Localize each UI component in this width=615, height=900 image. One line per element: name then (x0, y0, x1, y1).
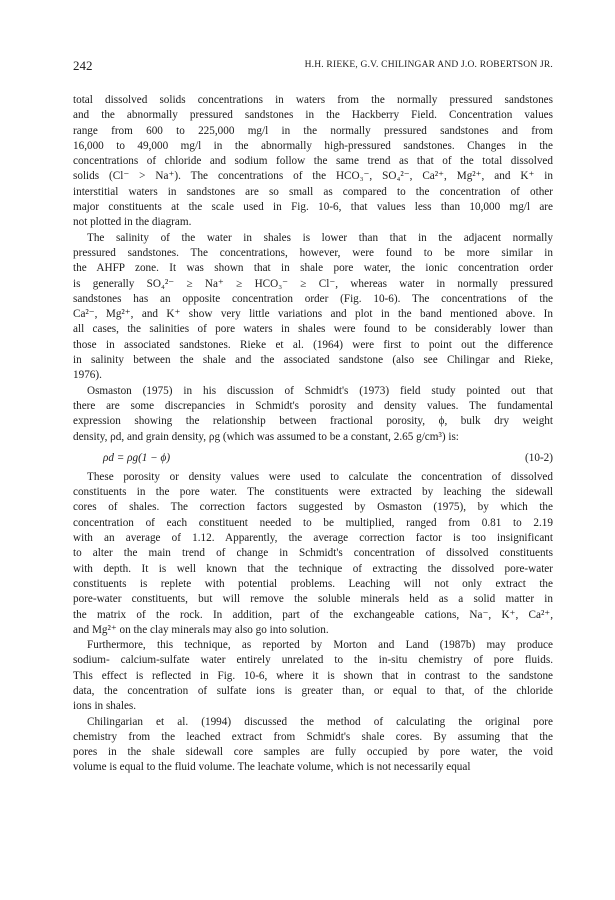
text-line: 1976). (73, 369, 102, 382)
text-line: Osmaston (1975) in his discussion of Schmidt's (1973) field study pointed out that (87, 384, 553, 397)
text-line: and the abnormally pressured sandstones in the Hackberry Field. Concentration values (73, 109, 553, 122)
text-line: is generally SO₄²⁻ ≥ Na⁺ ≥ HCO₃⁻ ≥ Cl⁻, whereas water in normally pressured (73, 277, 553, 290)
text-line: expression showing the relationship between fractional porosity, ϕ, bulk dry weight (73, 415, 553, 428)
text-line: sandstones has an opposite concentration order (Fig. 10-6). The concentrations of the (73, 292, 553, 305)
text-line: density, ρd, and grain density, ρg (which was assumed to be a constant, 2.65 g/cm³) is: (73, 430, 459, 443)
text-line: to alter the main trend of change in Schmidt's concentration of dissolved constituents (73, 547, 553, 560)
text-line: data, the concentration of sulfate ions is greater than, or equal to that, of the chloride (73, 684, 553, 697)
equation-10-2 (73, 447, 553, 469)
equation-number: (10-2) (525, 451, 553, 464)
text-line: solids (Cl⁻ > Na⁺). The concentrations of the HCO₃⁻, SO₄²⁻, Ca²⁺, Mg²⁺, and K⁺ in (73, 170, 553, 183)
text-line: 16,000 to 49,000 mg/l in the abnormally high-pressured sandstones. Changes in the (73, 139, 553, 152)
text-line: in salinity between the shale and the associated sandstone (also see Chilingar and Rieke, (73, 354, 553, 367)
text-line: The salinity of the water in shales is lower than that in the adjacent normally (87, 231, 553, 244)
page-number: 242 (73, 58, 93, 73)
text-line: Furthermore, this technique, as reported by Morton and Land (1987b) may produce (87, 639, 553, 652)
text-line: total dissolved solids concentrations in waters from the normally pressured sandstones (73, 94, 553, 106)
paragraph (73, 470, 553, 638)
text-line: with depth. It is well known that the technique of extracting the dissolved pore-water (73, 562, 553, 575)
running-title: H.H. RIEKE, G.V. CHILINGAR AND J.O. ROBERTSON JR. (304, 60, 553, 70)
text-line: cores of shales. The correction factors suggested by Osmaston (1975), by which the (73, 501, 553, 514)
text-line: the AHFP zone. It was shown that in shale pore water, the ionic concentration order (73, 262, 553, 275)
text-line: These porosity or density values were used to calculate the concentration of dissolved (87, 470, 553, 483)
text-line: concentration of each constituent needed to be multiplied, ranged from 0.81 to 2.19 (73, 516, 553, 529)
text-line: those in associated sandstones. Rieke et al. (1964) were first to point out the difference (73, 338, 553, 351)
text-line: volume is equal to the fluid volume. The leachate volume, which is not necessarily equal (73, 761, 471, 774)
paragraph (73, 638, 553, 714)
text-line: This effect is reflected in Fig. 10-6, where it is shown that in contrast to the sandstone (73, 669, 553, 682)
text-line: the matrix of the rock. In addition, part of the exchangeable cations, Na⁻, K⁺, Ca²⁺, (73, 608, 553, 621)
text-line: chemistry from the leached extract from Schmidt's shale cores. By assuming that the (73, 730, 553, 743)
text-line: pressured sandstones. The concentrations, however, were found to be more similar in (73, 246, 553, 259)
text-line: interstitial waters in sandstones are so small as compared to the concentration of other (73, 185, 553, 198)
text-line: major constituents at the scale used in Fig. 10-6, that values less than 10,000 mg/l are (73, 201, 553, 214)
text-line: sodium- calcium-sulfate water entirely unrelated to the in-situ chemistry of pore fluids. (73, 654, 553, 667)
text-line: constituents is replete with potential problems. Leaching will not only extract the (73, 577, 553, 590)
text-line: all cases, the salinities of pore waters in shales were found to be considerably lower than (73, 323, 553, 336)
body-text (73, 93, 553, 776)
text-line: with an average of 1.12. Apparently, the average correction factor is too insignificant (73, 532, 553, 545)
text-line: and Mg²⁺ on the clay minerals may also go into solution. (73, 623, 329, 636)
running-head (73, 58, 553, 74)
text-line: not plotted in the diagram. (73, 216, 192, 229)
equation-expression: ρd = ρg(1 − ϕ) (103, 451, 171, 464)
text-line: pores in the shale sidewall core samples are fully occupied by pore water, the void (73, 746, 553, 759)
text-line: constituents in the pore water. The constituents were extracted by leaching the sidewall (73, 486, 553, 499)
text-line: concentrations of chloride and sodium follow the same trend as that of the total dissolved (73, 155, 553, 168)
paragraph (73, 715, 553, 776)
text-line: pore-water constituents, but will remove the soluble minerals held as a solid matter in (73, 593, 553, 606)
text-line: ions in shales. (73, 700, 137, 713)
text-line: Chilingarian et al. (1994) discussed the method of calculating the original pore (87, 715, 553, 728)
text-line: there are some discrepancies in Schmidt's porosity and density values. The fundamental (73, 399, 553, 412)
text-line: range from 600 to 225,000 mg/l in the normally pressured sandstones and from (73, 124, 553, 137)
text-line: Ca²⁻, Mg²⁺, and K⁺ show very little variations and plot in the band mentioned above. In (73, 308, 553, 321)
paragraph (73, 93, 553, 231)
paragraph (73, 231, 553, 384)
paragraph (73, 384, 553, 445)
